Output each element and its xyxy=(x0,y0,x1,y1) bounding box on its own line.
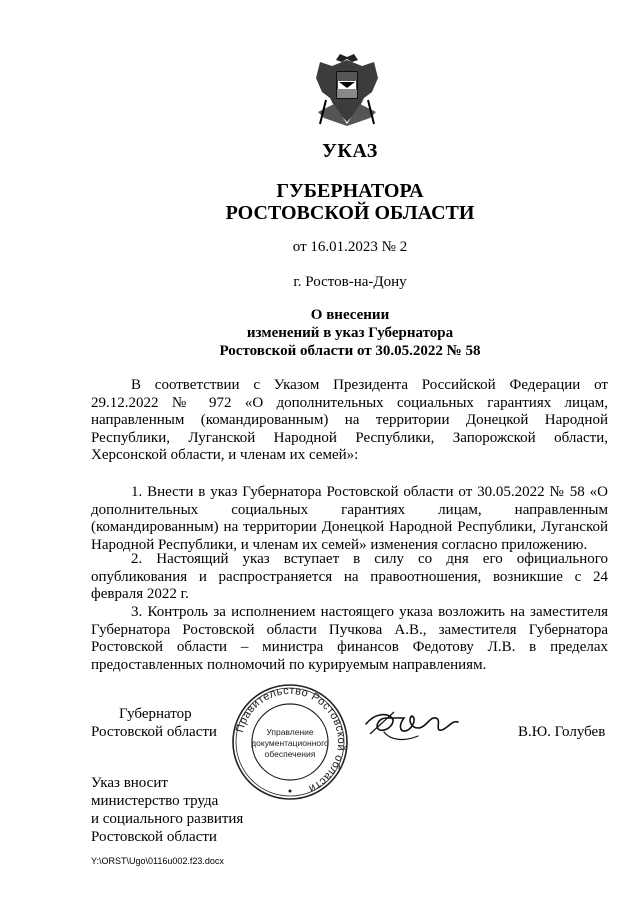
item-2-paragraph: 2. Настоящий указ вступает в силу со дня его официального опубликования и распространяется на правоотношения, возникшие с 24 февраля 2022 г. xyxy=(91,551,608,602)
seal-center-line3: обеспечения xyxy=(264,749,316,759)
seal-ring-text: Правительство Ростовской области xyxy=(233,684,348,795)
item-1-paragraph: 1. Внести в указ Губернатора Ростовской области от 30.05.2022 № 58 «О дополнительных социальных гарантиях лицам, направленным (командированным) на территории Донецкой Народной Республики, Луганской Народной Республики, и членам их семей» изменения согласно приложению. xyxy=(91,484,608,553)
city: г. Ростов-на-Дону xyxy=(293,274,407,290)
submitted-by-line2: министерство труда xyxy=(91,793,219,809)
signatory-name: В.Ю. Голубев xyxy=(518,724,606,740)
seal-center-line2: документационного xyxy=(251,738,329,748)
preamble-paragraph: В соответствии с Указом Президента Российской Федерации от 29.12.2022 № 972 «О дополнительных социальных гарантиях лицам, направленным (командированным) на территории Донецкой Народной Республики, Луганской Народной Республики, Запорожской области, Херсонской области, и членам их семей»: xyxy=(91,377,608,463)
issuer-title-line1: ГУБЕРНАТОРА xyxy=(276,180,424,202)
item-3-paragraph: 3. Контроль за исполнением настоящего указа возложить на заместителя Губернатора Ростовской области Пучкова А.В., заместителя Губернатора Ростовской области – министра финансов Федотову Л.В. в пределах предоставленных полномочий по курируемым направлениям. xyxy=(91,604,608,673)
subject-line1: О внесении xyxy=(310,307,390,323)
document-title: УКАЗ xyxy=(322,140,378,162)
submitted-by-line3: и социального развития xyxy=(91,811,244,827)
issuer-title-line2: РОСТОВСКОЙ ОБЛАСТИ xyxy=(225,202,475,224)
handwritten-signature xyxy=(364,706,460,746)
signatory-position-line1: Губернатор xyxy=(119,706,192,722)
date-number: от 16.01.2023 № 2 xyxy=(292,239,408,255)
submitted-by-line1: Указ вносит xyxy=(91,775,168,791)
subject-line3: Ростовской области от 30.05.2022 № 58 xyxy=(219,343,481,359)
subject-line2: изменений в указ Губернатора xyxy=(246,325,454,341)
signatory-position-line2: Ростовской области xyxy=(91,724,217,740)
coat-of-arms-emblem xyxy=(312,52,382,128)
submitted-by-line4: Ростовской области xyxy=(91,829,217,845)
file-path-footer: Y:\ORST\Ugo\0116u002.f23.docx xyxy=(91,856,224,866)
seal-center-line1: Управление xyxy=(266,727,314,737)
official-seal xyxy=(229,683,351,801)
